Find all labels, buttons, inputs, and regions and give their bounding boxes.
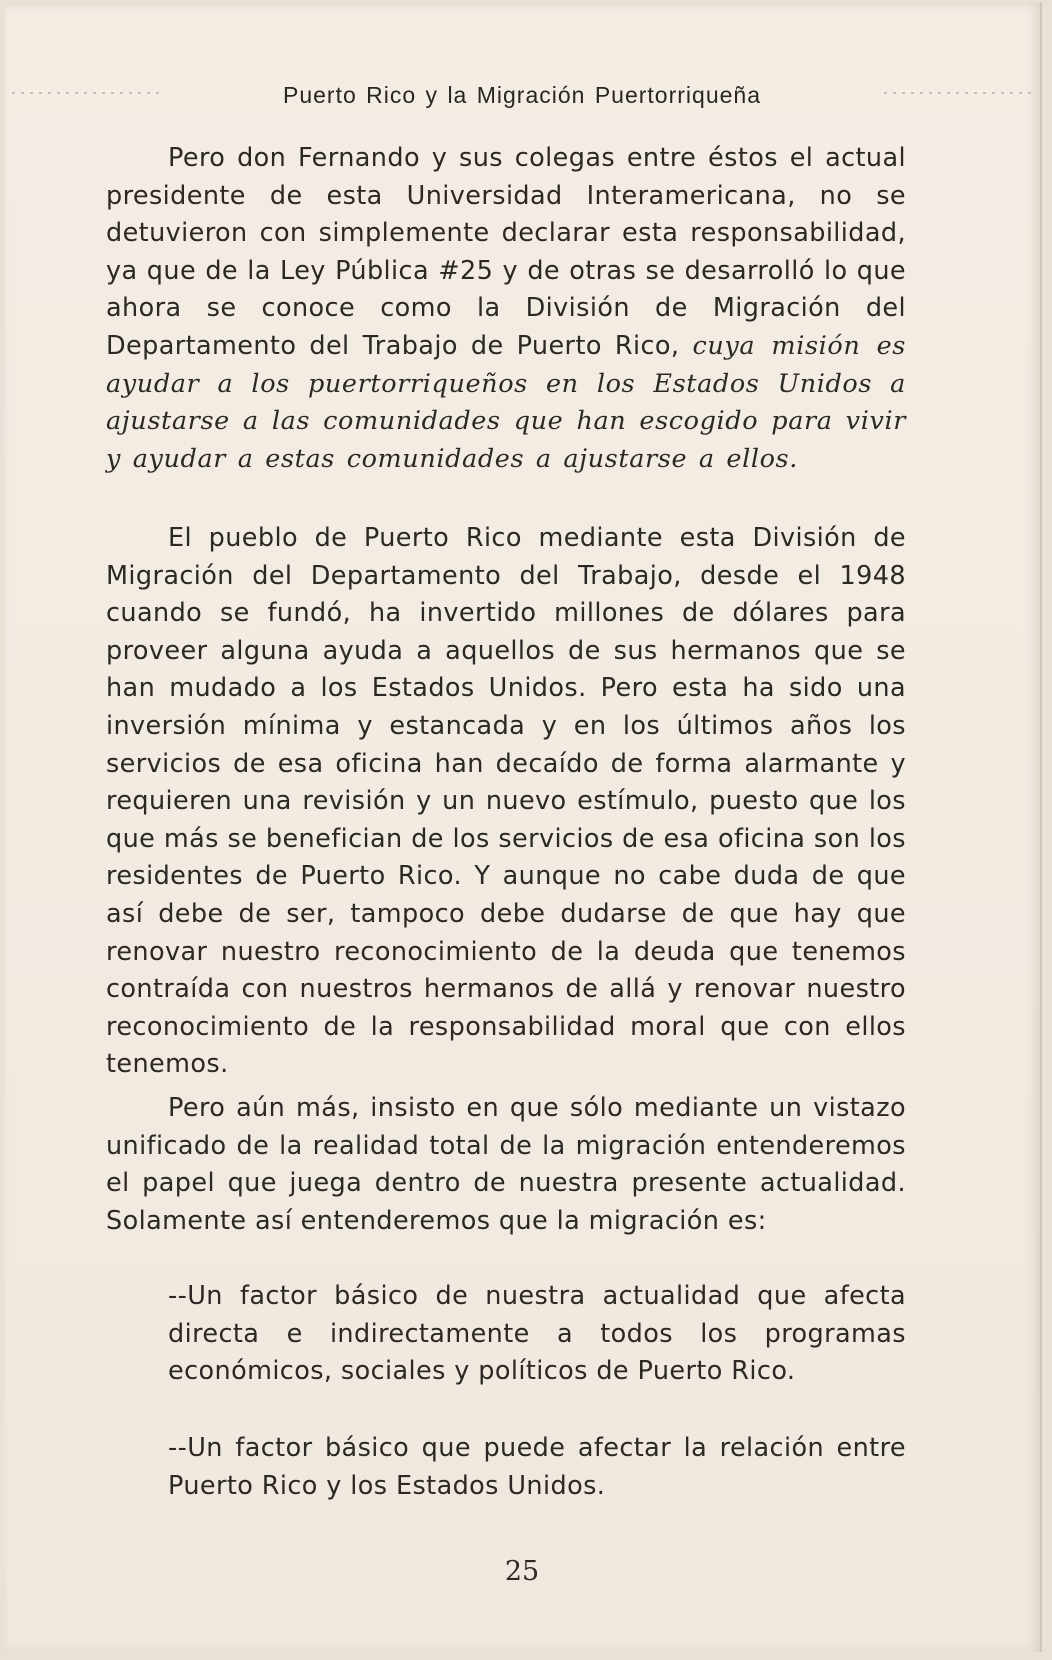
paragraph-1 — [106, 140, 906, 478]
list-item — [168, 1278, 906, 1391]
running-head: Puerto Rico y la Migración Puertorriqueña — [283, 82, 761, 108]
list-item-text: --Un factor básico de nuestra actualidad que afecta directa e indirectamente a todos los programas económicos, sociales y políticos de Puerto Rico. — [168, 1281, 906, 1387]
paragraph-3 — [106, 1090, 906, 1240]
paragraph-1-italic: cuya misión es ayudar a los puertorriqueños en los Estados Unidos a ajustarse a las comunidades que han escogido para vivir y ayudar a estas comunidades a ajustarse a ellos. — [106, 330, 906, 474]
paragraph-2-text: El pueblo de Puerto Rico mediante esta División de Migración del Departamento del Trabajo, desde el 1948 cuando se fundó, ha invertido millones de dólares para proveer alguna ayuda a aquellos de sus hermanos que se han mudado a los Estados Unidos. Pero esta ha sido una inversión mínima y estancada y en los últimos años los servicios de esa oficina han decaído de forma alarmante y requieren una revisión y un nuevo estímulo, puesto que los que más se benefician de los servicios de esa oficina son los residentes de Puerto Rico. Y aunque no cabe duda de que así debe de ser, tampoco debe dudarse de que hay que renovar nuestro reconocimiento de la deuda que tenemos contraída con nuestros hermanos de allá y renovar nuestro reconocimiento de la responsabilidad moral que con ellos tenemos. — [106, 523, 906, 1080]
page-number: 25 — [504, 1556, 540, 1587]
list-item — [168, 1430, 906, 1505]
paragraph-2 — [106, 520, 906, 1084]
paragraph-3-text: Pero aún más, insisto en que sólo mediante un vistazo unificado de la realidad total de la migración entenderemos el papel que juega dentro de nuestra presente actualidad. Solamente así entenderemos que la migración es: — [106, 1093, 906, 1236]
paragraph-1-text: Pero don Fernando y sus colegas entre éstos el actual presidente de esta Universidad Interamericana, no se detuvieron con simplemente declarar esta responsabilidad, ya que de la Ley Pública #25 y de otras se desarrolló lo que ahora se conoce como la División de Migración del Departamento del Trabajo de Puerto Rico, — [106, 143, 906, 361]
book-page — [4, 2, 1042, 1652]
list-item-text: --Un factor básico que puede afectar la relación entre Puerto Rico y los Estados Unidos. — [168, 1433, 906, 1501]
